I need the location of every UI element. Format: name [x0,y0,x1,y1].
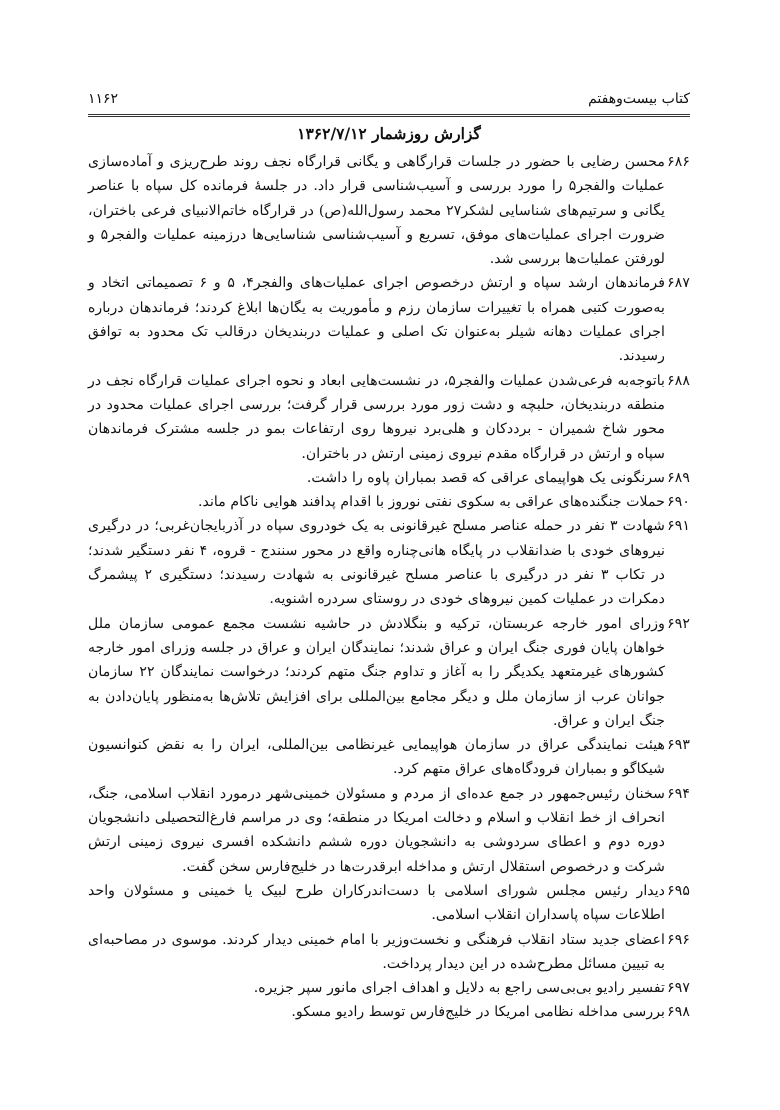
list-item [88,466,690,490]
header-divider [88,114,690,117]
page-header [88,86,690,112]
entry-text: اعضای جدید ستاد انقلاب فرهنگی و نخست‌وزیر با امام خمینی دیدار کردند. موسوی در مصاحبه‌ای به تبیین مسائل مطرح‌شده در این دیدار پرداخت. [88,931,665,972]
list-item [88,879,690,928]
entry-number: ۶۹۱ [667,518,690,535]
entry-number: ۶۸۹ [667,469,690,486]
entry-number: ۶۸۷ [667,275,690,292]
entry-text: حملات جنگنده‌های عراقی به سکوی نفتی نوروز با اقدام پدافند هوایی ناکام ماند. [198,494,665,511]
entry-number: ۶۹۲ [667,615,690,632]
list-item [88,733,690,782]
entry-text: سرنگونی یک هواپیمای عراقی که قصد بمباران پاوه را داشت. [306,469,665,486]
list-item [88,928,690,977]
list-item [88,976,690,1000]
entry-number: ۶۸۶ [667,154,690,170]
entry-text: هیئت نمایندگی عراق در سازمان هواپیمایی غیرنظامی بین‌المللی، ایران را به نقض کنوانسیون شیکاگو و بمباران فرودگاه‌های عراق متهم کرد. [88,737,665,778]
entry-number: ۶۹۴ [667,785,690,802]
entry-number: ۶۹۶ [667,931,690,948]
entry-number: ۶۹۷ [667,980,690,997]
list-item [88,612,690,733]
entry-number: ۶۹۸ [667,1004,690,1021]
entry-number: ۶۹۵ [667,882,690,899]
list-item [88,490,690,514]
book-title: کتاب بیست‌وهفتم [588,91,690,107]
page-title: گزارش روزشمار ۱۳۶۲/۷/۱۲ [297,124,481,143]
entry-number: ۶۹۰ [667,494,690,511]
entry-text: باتوجه‌به فرعی‌شدن عملیات والفجر۵، در نشست‌هایی ابعاد و نحوه اجرای عملیات قرارگاه نجف در منطقه دربندیخان، حلبچه و دشت زور مورد بررسی قرار گرفت؛ بررسی اجرای عملیات محدود در محور شاخ شمیران - برددکان و هلی‌برد نیروها روی ارتفاعات بمو در جلسه مشترک فرماندهان سپاه و ارتش در قرارگاه مقدم نیروی زمینی ارتش در باختران. [88,372,665,462]
entry-text: فرماندهان ارشد سپاه و ارتش درخصوص اجرای عملیات‌های والفجر۴، ۵ و ۶ تصمیماتی اتخاد و به‌صورت کتبی همراه با تغییرات سازمان رزم و مأموریت به یگان‌ها ابلاغ کردند؛ فرماندهان درباره اجرای عملیات دهانه شیلر به‌عنوان تک اصلی و عملیات دربندیخان درقالب تک محدود به توافق رسیدند. [88,275,665,365]
entry-number: ۶۸۸ [667,372,690,389]
entry-text: دیدار رئیس مجلس شورای اسلامی با دست‌اندرکاران طرح لبیک یا خمینی و مسئولان واحد اطلاعات سپاه پاسداران انقلاب اسلامی. [88,882,665,924]
entry-text: شهادت ۳ نفر در حمله عناصر مسلح غیرقانونی به یک خودروی سپاه در آذربایجان‌غربی؛ در درگیری نیروهای خودی با ضدانقلاب در پایگاه هانی‌چناره واقع در محور سنندج - قروه، ۴ نفر دستگیر شدند؛ در تکاب ۳ نفر در درگیری با عناصر مسلح غیرقانونی به شهادت رسیدند؛ دستگیری ۲ پیشمرگ دمکرات در عملیات کمین نیروهای خودی در روستای سردره اشنویه. [88,518,666,608]
list-item [88,271,690,368]
entry-text: وزرای امور خارجه عربستان، ترکیه و بنگلادش در حاشیه نشست مجمع عمومی سازمان ملل خواهان پایان فوری جنگ ایران و عراق شدند؛ نمایندگان ایران و عراق در جلسه وزرای امور خارجه کشورهای غیرمتعهد یکدیگر را به آغاز و تداوم جنگ متهم کردند؛ درخواست نمایندگان ۲۲ سازمان جوانان عرب از سازمان ملل و دیگر مجامع بین‌المللی برای افزایش تلاش‌ها به‌منظور پایان‌دادن به جنگ ایران و عراق. [88,615,665,729]
entry-list [88,150,690,1025]
entry-number: ۶۹۳ [667,737,690,754]
list-item [88,1000,690,1024]
list-item [88,782,690,879]
entry-text: بررسی مداخله نظامی امریکا در خلیج‌فارس توسط رادیو مسکو. [291,1004,665,1021]
entry-text: سخنان رئیس‌جمهور در جمع عده‌ای از مردم و مسئولان خمینی‌شهر درمورد انقلاب اسلامی، جنگ، انحراف از خط انقلاب و اسلام و دخالت امریکا در منطقه؛ وی در مراسم فارغ‌التحصیلی دانشجویان دوره دوم و اعطای سردوشی به دانشجویان دوره ششم دانشکده افسری نیروی زمینی ارتش شرکت و درخصوص استقلال ارتش و مداخله ابرقدرت‌ها در خلیج‌فارس سخن گفت. [88,785,665,875]
entry-text: تفسیر رادیو بی‌بی‌سی راجع به دلایل و اهداف اجرای مانور سپر جزیره. [253,980,665,997]
entry-text: محسن رضایی با حضور در جلسات قرارگاهی و یگانی قرارگاه نجف روند طرح‌ریزی و آماده‌سازی عملیات والفجر۵ را مورد بررسی و آسیب‌شناسی قرار داد. در جلسهٔ فرمانده کل سپاه با عناصر یگانی و سرتیم‌های شناسایی لشکر۲۷ محمد رسول‌الله(ص) در قرارگاه خاتم‌الانبیای فرعی باختران، ضرورت اجرای عملیات‌های موفق، تسریع و آسیب‌شناسی شناسایی‌ها درزمینه عملیات والفجر۵ و لورفتن عملیات‌ها بررسی شد. [88,154,666,268]
list-item [88,150,690,271]
page-number: ۱۱۶۲ [88,91,119,107]
list-item [88,514,690,611]
list-item [88,369,690,466]
